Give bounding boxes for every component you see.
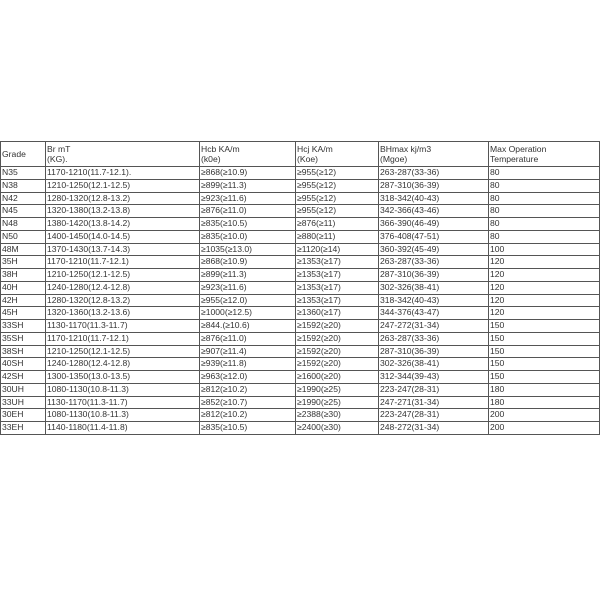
cell-hcj: ≥955(≥12)	[296, 167, 379, 180]
cell-hcj: ≥955(≥12)	[296, 179, 379, 192]
table-body	[1, 167, 600, 435]
table-row	[1, 230, 600, 243]
cell-max-temp: 80	[489, 179, 600, 192]
cell-br: 1140-1180(11.4-11.8)	[46, 422, 200, 435]
cell-hcj: ≥1592(≥20)	[296, 358, 379, 371]
cell-max-temp: 180	[489, 383, 600, 396]
header-hcb	[200, 142, 296, 167]
cell-bhmax: 360-392(45-49)	[379, 243, 489, 256]
cell-bhmax: 223-247(28-31)	[379, 409, 489, 422]
header-hcj-line1: Hcj KA/m	[297, 144, 333, 154]
table-row	[1, 332, 600, 345]
cell-hcj: ≥1990(≥25)	[296, 383, 379, 396]
cell-hcj: ≥1353(≥17)	[296, 294, 379, 307]
cell-br: 1210-1250(12.1-12.5)	[46, 179, 200, 192]
cell-hcj: ≥1592(≥20)	[296, 320, 379, 333]
cell-hcb: ≥963(≥12.0)	[200, 371, 296, 384]
header-max-temp	[489, 142, 600, 167]
table-header-row	[1, 142, 600, 167]
cell-br: 1380-1420(13.8-14.2)	[46, 218, 200, 231]
cell-grade: 42H	[1, 294, 46, 307]
table-row	[1, 409, 600, 422]
cell-hcj: ≥1360(≥17)	[296, 307, 379, 320]
cell-br: 1170-1210(11.7-12.1).	[46, 167, 200, 180]
cell-max-temp: 200	[489, 422, 600, 435]
table-row	[1, 218, 600, 231]
cell-grade: N42	[1, 192, 46, 205]
header-hcb-line1: Hcb KA/m	[201, 144, 240, 154]
header-hcj-line2: (Koe)	[297, 154, 319, 164]
cell-bhmax: 287-310(36-39)	[379, 345, 489, 358]
cell-grade: 38SH	[1, 345, 46, 358]
cell-max-temp: 80	[489, 205, 600, 218]
cell-hcb: ≥939(≥11.8)	[200, 358, 296, 371]
header-bhmax-line1: BHmax kj/m3	[380, 144, 432, 154]
cell-br: 1210-1250(12.1-12.5)	[46, 345, 200, 358]
cell-grade: 30EH	[1, 409, 46, 422]
cell-br: 1080-1130(10.8-11.3)	[46, 409, 200, 422]
cell-bhmax: 344-376(43-47)	[379, 307, 489, 320]
cell-grade: N48	[1, 218, 46, 231]
cell-bhmax: 248-272(31-34)	[379, 422, 489, 435]
cell-br: 1320-1360(13.2-13.6)	[46, 307, 200, 320]
magnet-grade-table	[0, 141, 600, 435]
cell-grade: 35H	[1, 256, 46, 269]
cell-hcj: ≥2400(≥30)	[296, 422, 379, 435]
cell-hcb: ≥868(≥10.9)	[200, 256, 296, 269]
cell-br: 1280-1320(12.8-13.2)	[46, 192, 200, 205]
table-row	[1, 205, 600, 218]
cell-max-temp: 120	[489, 294, 600, 307]
cell-grade: N38	[1, 179, 46, 192]
cell-bhmax: 247-271(31-34)	[379, 396, 489, 409]
header-hcj	[296, 142, 379, 167]
cell-hcj: ≥1592(≥20)	[296, 332, 379, 345]
table-row	[1, 179, 600, 192]
cell-hcj: ≥1120(≥14)	[296, 243, 379, 256]
cell-br: 1210-1250(12.1-12.5)	[46, 269, 200, 282]
cell-hcj: ≥1990(≥25)	[296, 396, 379, 409]
cell-max-temp: 180	[489, 396, 600, 409]
cell-hcb: ≥844.(≥10.6)	[200, 320, 296, 333]
header-grade-line1: Grade	[2, 149, 26, 159]
header-grade	[1, 142, 46, 167]
cell-grade: 35SH	[1, 332, 46, 345]
cell-hcj: ≥880(≥11)	[296, 230, 379, 243]
table-row	[1, 396, 600, 409]
cell-bhmax: 263-287(33-36)	[379, 332, 489, 345]
cell-hcb: ≥923(≥11.6)	[200, 192, 296, 205]
cell-hcb: ≥812(≥10.2)	[200, 383, 296, 396]
cell-hcb: ≥955(≥12.0)	[200, 294, 296, 307]
table-row	[1, 294, 600, 307]
cell-max-temp: 80	[489, 192, 600, 205]
cell-grade: 42SH	[1, 371, 46, 384]
header-bhmax-line2: (Mgoe)	[380, 154, 408, 164]
cell-br: 1130-1170(11.3-11.7)	[46, 396, 200, 409]
cell-hcb: ≥852(≥10.7)	[200, 396, 296, 409]
cell-br: 1130-1170(11.3-11.7)	[46, 320, 200, 333]
cell-grade: 48M	[1, 243, 46, 256]
cell-hcb: ≥907(≥11.4)	[200, 345, 296, 358]
cell-grade: 33SH	[1, 320, 46, 333]
cell-hcb: ≥835(≥10.5)	[200, 218, 296, 231]
cell-br: 1320-1380(13.2-13.8)	[46, 205, 200, 218]
header-max-temp-line2: Temperature	[490, 154, 539, 164]
cell-hcj: ≥1353(≥17)	[296, 281, 379, 294]
cell-hcb: ≥812(≥10.2)	[200, 409, 296, 422]
cell-max-temp: 120	[489, 269, 600, 282]
cell-max-temp: 80	[489, 230, 600, 243]
cell-hcj: ≥1600(≥20)	[296, 371, 379, 384]
cell-max-temp: 80	[489, 218, 600, 231]
cell-max-temp: 120	[489, 307, 600, 320]
cell-hcb: ≥899(≥11.3)	[200, 269, 296, 282]
cell-hcb: ≥1000(≥12.5)	[200, 307, 296, 320]
cell-br: 1240-1280(12.4-12.8)	[46, 281, 200, 294]
cell-max-temp: 150	[489, 320, 600, 333]
cell-max-temp: 100	[489, 243, 600, 256]
cell-grade: 33EH	[1, 422, 46, 435]
cell-grade: 30UH	[1, 383, 46, 396]
table-row	[1, 371, 600, 384]
cell-hcb: ≥1035(≥13.0)	[200, 243, 296, 256]
table-row	[1, 281, 600, 294]
cell-grade: 45H	[1, 307, 46, 320]
cell-grade: 33UH	[1, 396, 46, 409]
cell-br: 1280-1320(12.8-13.2)	[46, 294, 200, 307]
cell-br: 1370-1430(13.7-14.3)	[46, 243, 200, 256]
table-row	[1, 320, 600, 333]
cell-hcj: ≥1592(≥20)	[296, 345, 379, 358]
cell-hcj: ≥2388(≥30)	[296, 409, 379, 422]
header-br	[46, 142, 200, 167]
cell-hcb: ≥868(≥10.9)	[200, 167, 296, 180]
cell-bhmax: 247-272(31-34)	[379, 320, 489, 333]
cell-max-temp: 150	[489, 345, 600, 358]
cell-br: 1170-1210(11.7-12.1)	[46, 332, 200, 345]
table-row	[1, 256, 600, 269]
cell-br: 1400-1450(14.0-14.5)	[46, 230, 200, 243]
cell-bhmax: 223-247(28-31)	[379, 383, 489, 396]
magnet-grade-table-container	[0, 141, 599, 435]
header-br-line2: (KG).	[47, 154, 68, 164]
cell-hcb: ≥876(≥11.0)	[200, 332, 296, 345]
cell-hcj: ≥955(≥12)	[296, 205, 379, 218]
cell-br: 1300-1350(13.0-13.5)	[46, 371, 200, 384]
cell-grade: N50	[1, 230, 46, 243]
cell-bhmax: 302-326(38-41)	[379, 358, 489, 371]
table-row	[1, 269, 600, 282]
cell-max-temp: 150	[489, 332, 600, 345]
table-row	[1, 422, 600, 435]
cell-grade: N35	[1, 167, 46, 180]
cell-bhmax: 287-310(36-39)	[379, 269, 489, 282]
header-hcb-line2: (k0e)	[201, 154, 221, 164]
cell-hcb: ≥876(≥11.0)	[200, 205, 296, 218]
table-row	[1, 243, 600, 256]
header-max-temp-line1: Max Operation	[490, 144, 547, 154]
table-row	[1, 345, 600, 358]
cell-bhmax: 312-344(39-43)	[379, 371, 489, 384]
cell-br: 1080-1130(10.8-11.3)	[46, 383, 200, 396]
cell-bhmax: 366-390(46-49)	[379, 218, 489, 231]
cell-bhmax: 376-408(47-51)	[379, 230, 489, 243]
cell-grade: 38H	[1, 269, 46, 282]
cell-max-temp: 150	[489, 371, 600, 384]
table-row	[1, 358, 600, 371]
header-bhmax	[379, 142, 489, 167]
cell-bhmax: 342-366(43-46)	[379, 205, 489, 218]
table-row	[1, 383, 600, 396]
cell-hcb: ≥835(≥10.0)	[200, 230, 296, 243]
cell-max-temp: 120	[489, 256, 600, 269]
table-row	[1, 192, 600, 205]
cell-max-temp: 80	[489, 167, 600, 180]
cell-hcb: ≥835(≥10.5)	[200, 422, 296, 435]
cell-hcj: ≥1353(≥17)	[296, 269, 379, 282]
cell-hcj: ≥955(≥12)	[296, 192, 379, 205]
table-row	[1, 307, 600, 320]
cell-bhmax: 263-287(33-36)	[379, 167, 489, 180]
cell-hcb: ≥923(≥11.6)	[200, 281, 296, 294]
header-br-line1: Br mT	[47, 144, 71, 154]
cell-hcj: ≥1353(≥17)	[296, 256, 379, 269]
cell-hcj: ≥876(≥11)	[296, 218, 379, 231]
cell-grade: 40H	[1, 281, 46, 294]
cell-bhmax: 318-342(40-43)	[379, 294, 489, 307]
cell-bhmax: 318-342(40-43)	[379, 192, 489, 205]
cell-bhmax: 263-287(33-36)	[379, 256, 489, 269]
table-row	[1, 167, 600, 180]
cell-max-temp: 200	[489, 409, 600, 422]
cell-grade: N45	[1, 205, 46, 218]
cell-bhmax: 302-326(38-41)	[379, 281, 489, 294]
cell-br: 1170-1210(11.7-12.1)	[46, 256, 200, 269]
cell-hcb: ≥899(≥11.3)	[200, 179, 296, 192]
cell-grade: 40SH	[1, 358, 46, 371]
cell-bhmax: 287-310(36-39)	[379, 179, 489, 192]
cell-max-temp: 150	[489, 358, 600, 371]
cell-br: 1240-1280(12.4-12.8)	[46, 358, 200, 371]
cell-max-temp: 120	[489, 281, 600, 294]
